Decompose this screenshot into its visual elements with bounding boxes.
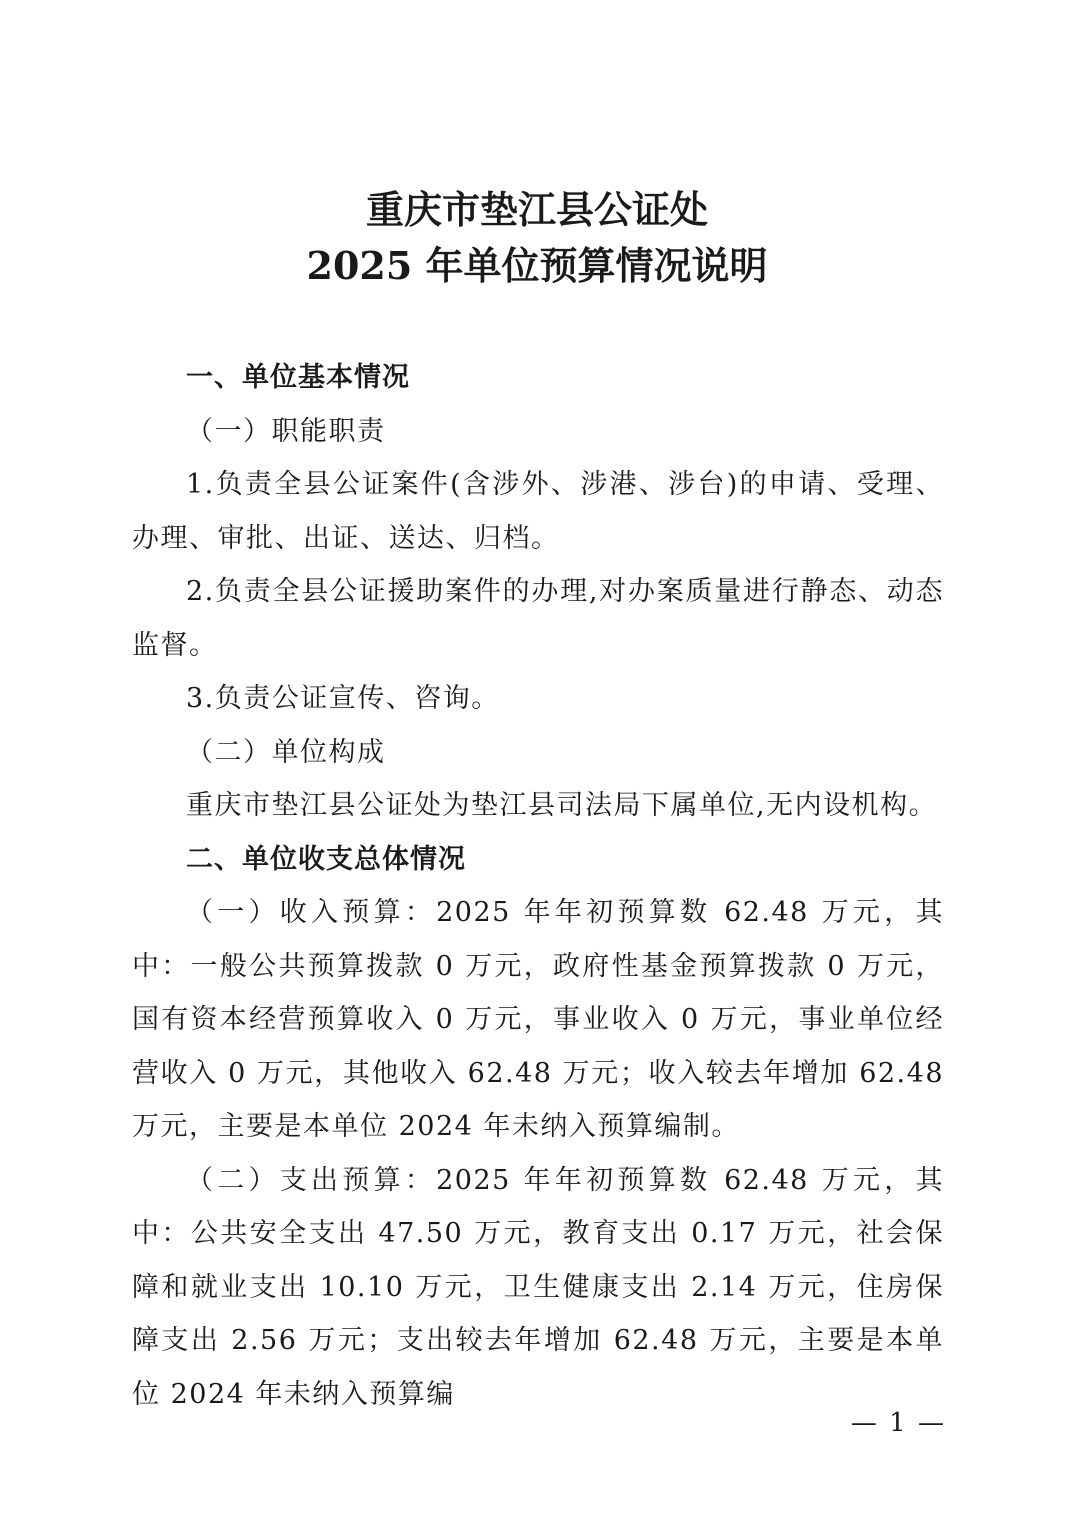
document-body bbox=[132, 351, 944, 1421]
function-item-1: 1.负责全县公证案件(含涉外、涉港、涉台)的申请、受理、办理、审批、出证、送达、归档。 bbox=[132, 469, 944, 554]
function-item-3: 3.负责公证宣传、咨询。 bbox=[186, 683, 500, 714]
income-budget-paragraph: （一）收入预算：2025 年年初预算数 62.48 万元，其中：一般公共预算拨款 0 万元，政府性基金预算拨款 0 万元，国有资本经营预算收入 0 万元，事业收入 0 万元，事业单位经营收入 0 万元，其他收入 62.48 万元；收入较去年增加 62.48 万元，主要是本单位 2024 年未纳入预算编制。 bbox=[132, 897, 944, 1142]
section-heading-basic-info: 一、单位基本情况 bbox=[186, 362, 410, 393]
subheading-functions: （一）职能职责 bbox=[186, 415, 386, 447]
document-title: 重庆市垫江县公证处 bbox=[365, 187, 708, 232]
document-subtitle: 2025 年单位预算情况说明 bbox=[306, 243, 768, 288]
expense-budget-paragraph: （二）支出预算：2025 年年初预算数 62.48 万元，其中：公共安全支出 47.50 万元，教育支出 0.17 万元，社会保障和就业支出 10.10 万元，卫生健康支出 2.14 万元，住房保障支出 2.56 万元；支出较去年增加 62.48 万元，主要是本单位 2024 年未纳入预算编 bbox=[132, 1164, 944, 1410]
page-number: — 1 — bbox=[850, 1408, 946, 1438]
composition-text: 重庆市垫江县公证处为垫江县司法局下属单位,无内设机构。 bbox=[186, 790, 938, 821]
section-heading-budget-overview: 二、单位收支总体情况 bbox=[186, 843, 466, 875]
subheading-composition: （二）单位构成 bbox=[186, 736, 386, 768]
function-item-2: 2.负责全县公证援助案件的办理,对办案质量进行静态、动态监督。 bbox=[132, 576, 944, 661]
